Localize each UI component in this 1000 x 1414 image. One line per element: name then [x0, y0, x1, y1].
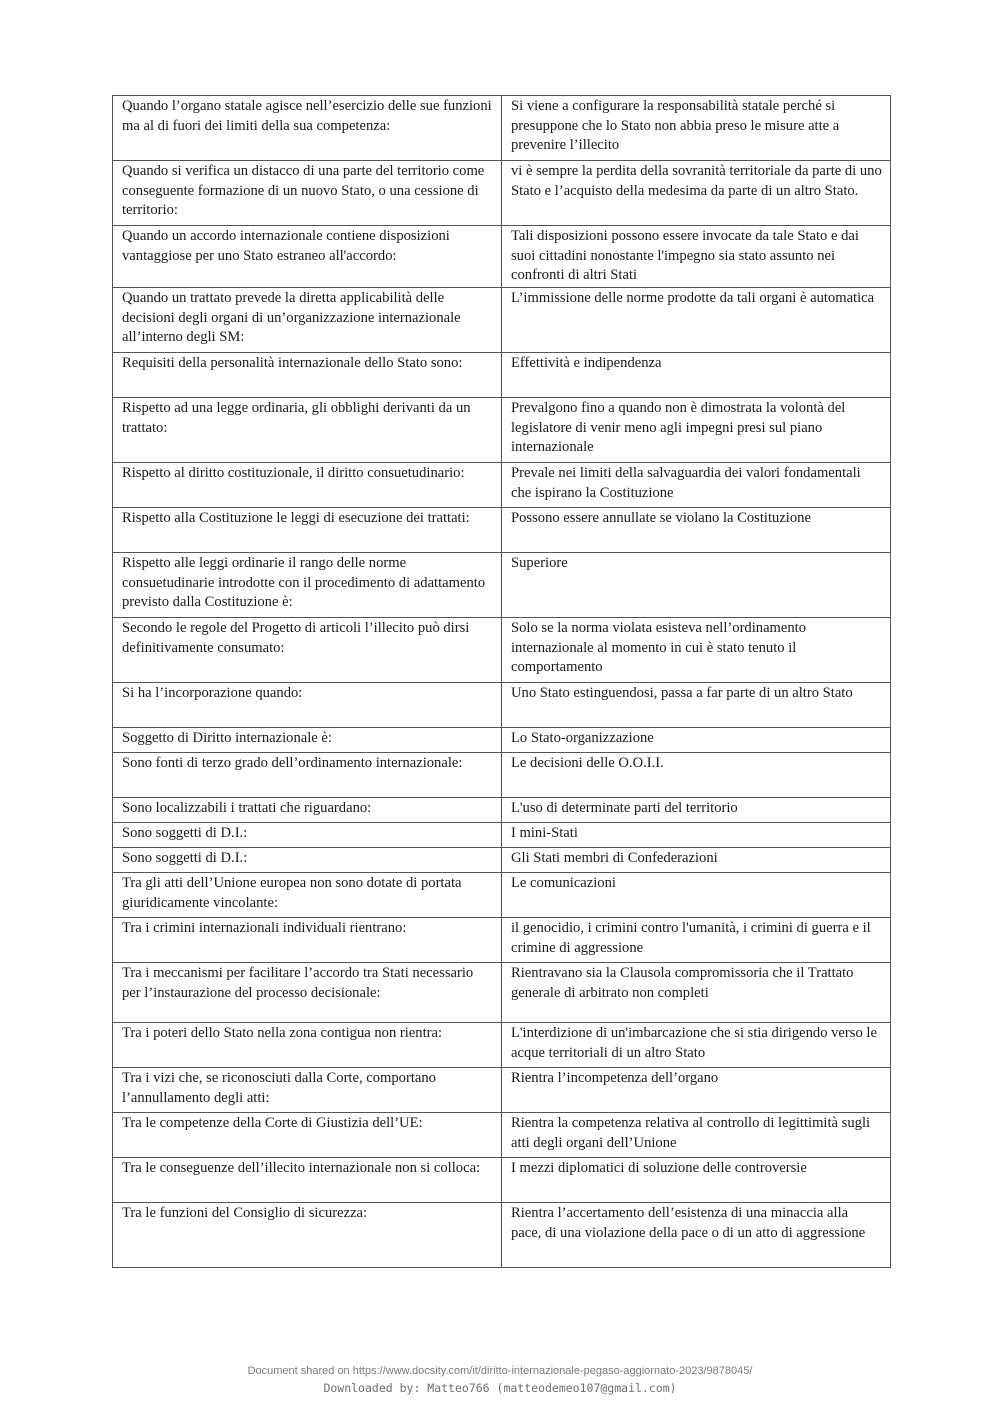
answer-cell: Le comunicazioni: [502, 873, 891, 918]
question-cell: Tra le funzioni del Consiglio di sicurezza:: [113, 1203, 502, 1268]
answer-cell: Solo se la norma violata esisteva nell’ordinamento internazionale al momento in cui è stato tenuto il comportamento: [502, 618, 891, 683]
table-row: [113, 848, 891, 873]
table-row: [113, 96, 891, 161]
table-row: [113, 873, 891, 918]
question-cell: Sono soggetti di D.I.:: [113, 823, 502, 848]
answer-cell: Rientravano sia la Clausola compromissoria che il Trattato generale di arbitrato non completi: [502, 963, 891, 1023]
question-cell: Sono fonti di terzo grado dell’ordinamento internazionale:: [113, 753, 502, 798]
table-row: [113, 1203, 891, 1268]
table-row: [113, 508, 891, 553]
question-cell: Si ha l’incorporazione quando:: [113, 683, 502, 728]
answer-cell: vi è sempre la perdita della sovranità territoriale da parte di uno Stato e l’acquisto della medesima da parte di un altro Stato.: [502, 161, 891, 226]
question-cell: Rispetto alla Costituzione le leggi di esecuzione dei trattati:: [113, 508, 502, 553]
table-row: [113, 553, 891, 618]
question-cell: Sono localizzabili i trattati che riguardano:: [113, 798, 502, 823]
answer-cell: Rientra la competenza relativa al controllo di legittimità sugli atti degli organi dell’Unione: [502, 1113, 891, 1158]
answer-cell: Si viene a configurare la responsabilità statale perché si presuppone che lo Stato non abbia preso le misure atte a prevenire l’illecito: [502, 96, 891, 161]
table-row: [113, 798, 891, 823]
question-cell: Soggetto di Diritto internazionale è:: [113, 728, 502, 753]
table-row: [113, 1158, 891, 1203]
table-row: [113, 753, 891, 798]
question-cell: Tra gli atti dell’Unione europea non sono dotate di portata giuridicamente vincolante:: [113, 873, 502, 918]
table-row: [113, 1113, 891, 1158]
table-row: [113, 823, 891, 848]
table-row: [113, 463, 891, 508]
question-cell: Sono soggetti di D.I.:: [113, 848, 502, 873]
table-row: [113, 728, 891, 753]
answer-cell: il genocidio, i crimini contro l'umanità, i crimini di guerra e il crimine di aggressione: [502, 918, 891, 963]
qa-table: [112, 95, 891, 1268]
answer-cell: Superiore: [502, 553, 891, 618]
question-cell: Secondo le regole del Progetto di articoli l’illecito può dirsi definitivamente consumato:: [113, 618, 502, 683]
table-row: [113, 618, 891, 683]
footer-shared-link[interactable]: Document shared on https://www.docsity.com/it/diritto-internazionale-pegaso-aggiornato-2023/9878045/: [247, 1365, 753, 1377]
table-row: [113, 288, 891, 353]
question-cell: Tra le competenze della Corte di Giustizia dell’UE:: [113, 1113, 502, 1158]
question-cell: Rispetto ad una legge ordinaria, gli obblighi derivanti da un trattato:: [113, 398, 502, 463]
answer-cell: Prevale nei limiti della salvaguardia dei valori fondamentali che ispirano la Costituzione: [502, 463, 891, 508]
table-row: [113, 398, 891, 463]
table-row: [113, 226, 891, 288]
answer-cell: L'interdizione di un'imbarcazione che si stia dirigendo verso le acque territoriali di un altro Stato: [502, 1023, 891, 1068]
answer-cell: I mezzi diplomatici di soluzione delle controversie: [502, 1158, 891, 1203]
question-cell: Rispetto al diritto costituzionale, il diritto consuetudinario:: [113, 463, 502, 508]
table-row: [113, 1023, 891, 1068]
answer-cell: Prevalgono fino a quando non è dimostrata la volontà del legislatore di venir meno agli impegni presi sul piano internazionale: [502, 398, 891, 463]
answer-cell: Lo Stato-organizzazione: [502, 728, 891, 753]
answer-cell: Rientra l’incompetenza dell’organo: [502, 1068, 891, 1113]
question-cell: Tra i poteri dello Stato nella zona contigua non rientra:: [113, 1023, 502, 1068]
answer-cell: Possono essere annullate se violano la Costituzione: [502, 508, 891, 553]
question-cell: Quando un accordo internazionale contiene disposizioni vantaggiose per uno Stato estraneo all'accordo:: [113, 226, 502, 288]
question-cell: Requisiti della personalità internazionale dello Stato sono:: [113, 353, 502, 398]
answer-cell: Uno Stato estinguendosi, passa a far parte di un altro Stato: [502, 683, 891, 728]
table-row: [113, 683, 891, 728]
answer-cell: Tali disposizioni possono essere invocate da tale Stato e dai suoi cittadini nonostante l'impegno sia stato assunto nei confronti di altri Stati: [502, 226, 891, 288]
answer-cell: Le decisioni delle O.O.I.I.: [502, 753, 891, 798]
table-row: [113, 353, 891, 398]
table-row: [113, 963, 891, 1023]
question-cell: Quando l’organo statale agisce nell’esercizio delle sue funzioni ma al di fuori dei limiti della sua competenza:: [113, 96, 502, 161]
answer-cell: Effettività e indipendenza: [502, 353, 891, 398]
question-cell: Quando un trattato prevede la diretta applicabilità delle decisioni degli organi di un’organizzazione internazionale all’interno degli SM:: [113, 288, 502, 353]
footer-downloaded-by: Downloaded by: Matteo766 (matteodemeo107@gmail.com): [323, 1381, 677, 1395]
table-row: [113, 1068, 891, 1113]
table-row: [113, 161, 891, 226]
qa-table-body: [113, 96, 891, 1268]
question-cell: Tra i meccanismi per facilitare l’accordo tra Stati necessario per l’instaurazione del processo decisionale:: [113, 963, 502, 1023]
question-cell: Tra i crimini internazionali individuali rientrano:: [113, 918, 502, 963]
question-cell: Rispetto alle leggi ordinarie il rango delle norme consuetudinarie introdotte con il procedimento di adattamento previsto dalla Costituzione è:: [113, 553, 502, 618]
answer-cell: Gli Stati membri di Confederazioni: [502, 848, 891, 873]
answer-cell: Rientra l’accertamento dell’esistenza di una minaccia alla pace, di una violazione della pace o di un atto di aggressione: [502, 1203, 891, 1268]
answer-cell: L’immissione delle norme prodotte da tali organi è automatica: [502, 288, 891, 353]
table-row: [113, 918, 891, 963]
answer-cell: I mini-Stati: [502, 823, 891, 848]
answer-cell: L'uso di determinate parti del territorio: [502, 798, 891, 823]
question-cell: Quando si verifica un distacco di una parte del territorio come conseguente formazione di un nuovo Stato, o una cessione di territorio:: [113, 161, 502, 226]
question-cell: Tra i vizi che, se riconosciuti dalla Corte, comportano l’annullamento degli atti:: [113, 1068, 502, 1113]
question-cell: Tra le conseguenze dell’illecito internazionale non si colloca:: [113, 1158, 502, 1203]
